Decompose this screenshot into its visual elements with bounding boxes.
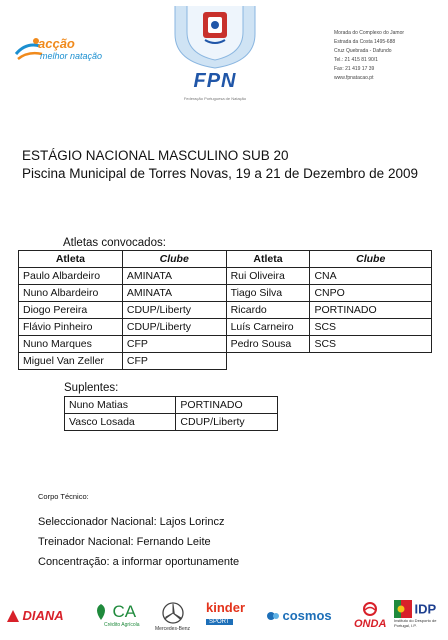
athlete-club: CDUP/Liberty (122, 302, 226, 319)
onda-wave-icon (361, 602, 379, 616)
onda-text: ONDA (354, 618, 387, 630)
staff-concentracao: Concentração: a informar oportunamente (38, 556, 240, 568)
athlete-club: CNPO (310, 285, 432, 302)
empty-cell (226, 353, 310, 370)
contact-address: Morada do Complexo do Jamor (334, 30, 405, 36)
athlete-name: Diogo Pereira (19, 302, 123, 319)
fpn-logo-subtitle: Federação Portuguesa de Natação (183, 96, 247, 101)
atletas-label: Atletas convocados: (63, 237, 166, 249)
cosmos-logo (266, 608, 332, 623)
table-row (19, 319, 432, 336)
table-row (19, 302, 432, 319)
athlete-club: CFP (122, 336, 226, 353)
athlete-name: Miguel Van Zeller (19, 353, 123, 370)
contact-website: www.fpnatacao.pt (334, 75, 374, 81)
header-atleta: Atleta (226, 251, 310, 268)
suplentes-table (64, 396, 278, 431)
corpo-tecnico-label: Corpo Técnico: (38, 492, 89, 501)
athlete-club: SCS (310, 319, 432, 336)
atletas-table (18, 250, 432, 370)
athlete-name: Paulo Albardeiro (19, 268, 123, 285)
substitute-name: Nuno Matias (65, 397, 176, 414)
table-row (19, 353, 432, 370)
accao-logo (14, 30, 124, 72)
header-clube: Clube (310, 251, 432, 268)
diana-logo (6, 608, 64, 623)
athlete-club: PORTINADO (310, 302, 432, 319)
table-row (19, 336, 432, 353)
suplentes-label: Suplentes: (64, 382, 119, 394)
staff-seleccionador: Seleccionador Nacional: Lajos Lorincz (38, 516, 225, 528)
cosmos-text: cosmos (282, 608, 332, 623)
kinder-sport-text: SPORT (206, 619, 233, 625)
athlete-club: AMINATA (122, 285, 226, 302)
table-row (19, 268, 432, 285)
header-atleta: Atleta (19, 251, 123, 268)
accao-logo-line2: melhor natação (40, 51, 103, 61)
athlete-name: Pedro Sousa (226, 336, 310, 353)
athlete-name: Rui Oliveira (226, 268, 310, 285)
diana-mark-icon (6, 609, 20, 623)
mercedes-star-icon (162, 602, 184, 624)
cosmos-circles-icon (266, 609, 280, 623)
athlete-club: CNA (310, 268, 432, 285)
athlete-club: CFP (122, 353, 226, 370)
fpn-logo (165, 4, 265, 110)
athlete-name: Luís Carneiro (226, 319, 310, 336)
table-row (65, 397, 278, 414)
ca-subtitle: Crédito Agrícola (104, 622, 140, 628)
table-row (65, 414, 278, 431)
empty-cell (310, 353, 432, 370)
ca-leaf-icon (92, 603, 110, 621)
kinder-text: kinder (206, 600, 246, 615)
idp-flag-icon (394, 600, 412, 618)
onda-logo (354, 602, 386, 630)
table-header-row (19, 251, 432, 268)
header-clube: Clube (122, 251, 226, 268)
contact-fax: Fax: 21 419 17 39 (334, 66, 375, 72)
athlete-club: SCS (310, 336, 432, 353)
ca-text: CA (112, 602, 137, 621)
mercedes-text: Mercedes-Benz (155, 626, 191, 632)
contact-city: Cruz Quebrada - Dafundo (334, 48, 392, 54)
kinder-sport-logo (206, 600, 245, 625)
substitute-club: PORTINADO (176, 397, 278, 414)
contact-block (334, 29, 444, 83)
idp-text: IDP (414, 601, 437, 617)
credito-agricola-logo (92, 602, 140, 628)
athlete-club: AMINATA (122, 268, 226, 285)
table-row (19, 285, 432, 302)
idp-logo (394, 600, 444, 628)
athlete-name: Flávio Pinheiro (19, 319, 123, 336)
contact-street: Estrada da Costa 1495-688 (334, 39, 396, 45)
athlete-name: Nuno Albardeiro (19, 285, 123, 302)
fpn-logo-text: FPN (193, 70, 237, 92)
fpn-emblem-icon (165, 4, 265, 70)
idp-subtitle: Instituto do Desporto de Portugal, I.P. (394, 618, 437, 628)
document-title: ESTÁGIO NACIONAL MASCULINO SUB 20 (22, 148, 289, 163)
substitute-club: CDUP/Liberty (176, 414, 278, 431)
sponsors-bar (0, 596, 448, 640)
athlete-name: Ricardo (226, 302, 310, 319)
document-subtitle: Piscina Municipal de Torres Novas, 19 a 21 de Dezembro de 2009 (22, 166, 418, 181)
staff-treinador: Treinador Nacional: Fernando Leite (38, 536, 211, 548)
mercedes-logo (155, 602, 190, 632)
athlete-name: Nuno Marques (19, 336, 123, 353)
diana-text: DIANA (22, 608, 64, 623)
accao-logo-line1: acção (38, 36, 75, 51)
contact-phone: Tel.: 21 415 81 90/1 (334, 57, 378, 63)
substitute-name: Vasco Losada (65, 414, 176, 431)
athlete-name: Tiago Silva (226, 285, 310, 302)
athlete-club: CDUP/Liberty (122, 319, 226, 336)
